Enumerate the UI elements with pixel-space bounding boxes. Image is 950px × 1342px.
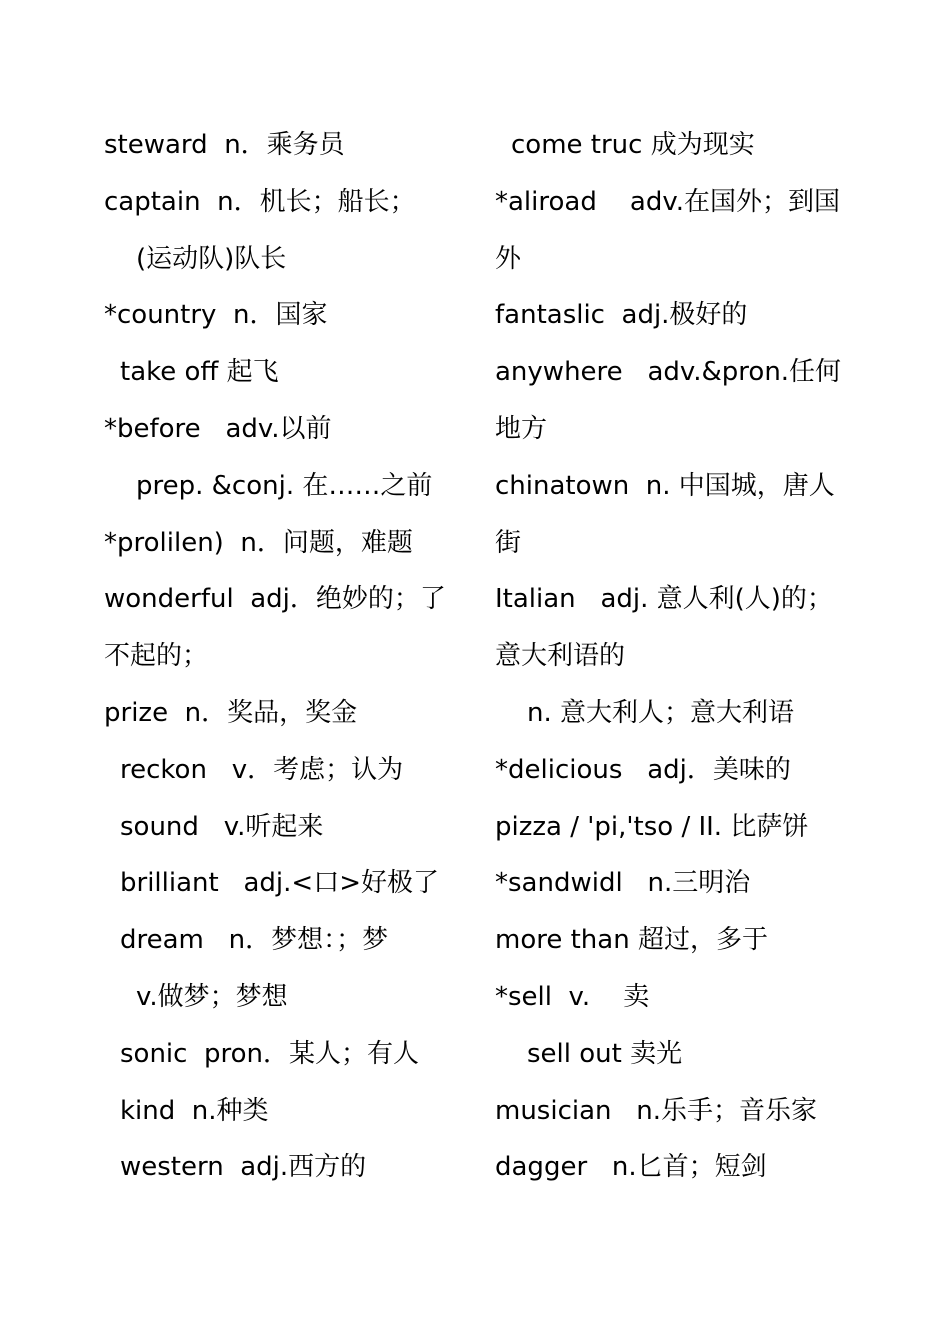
- vocab-line: fantaslic adj.极好的: [495, 300, 748, 331]
- vocab-line: sound v.听起来: [120, 811, 324, 842]
- vocab-line: anywhere adv.&pron.任何: [495, 357, 842, 388]
- vocab-line: (运动队)队长: [136, 243, 287, 274]
- vocab-line: brilliant adj.<口>好极了: [120, 868, 439, 899]
- vocab-line: v.做梦；梦想: [136, 981, 288, 1012]
- vocab-line: prep. &conj. 在……之前: [136, 470, 433, 501]
- vocab-line: prize n．奖品，奖金: [104, 697, 358, 728]
- vocab-line: wonderful adj．绝妙的；了: [104, 584, 446, 615]
- vocab-line: n. 意大利人；意大利语: [527, 697, 795, 728]
- vocab-line: kind n.种类: [120, 1095, 269, 1126]
- vocab-line: more than 超过，多于: [495, 925, 768, 956]
- vocab-line: *before adv.以前: [104, 413, 332, 444]
- vocab-column-right: [495, 117, 855, 1196]
- vocab-line: captain n．机长；船长；: [104, 186, 416, 217]
- vocab-line: 街: [495, 527, 522, 558]
- vocab-line: western adj.西方的: [120, 1152, 367, 1183]
- vocab-line: reckon v．考虑；认为: [120, 754, 404, 785]
- vocab-line: dagger n.匕首；短剑: [495, 1152, 767, 1183]
- vocab-line: *prolilen) n．问题，难题: [104, 527, 413, 558]
- vocab-line: chinatown n. 中国城，唐人: [495, 470, 835, 501]
- vocab-line: 外: [495, 243, 522, 274]
- vocab-line: *delicious adj．美味的: [495, 754, 791, 785]
- vocab-line: *aliroad adv.在国外；到国: [495, 186, 840, 217]
- vocab-line: musician n.乐手；音乐家: [495, 1095, 818, 1126]
- vocab-line: *sell v. 卖: [495, 981, 650, 1012]
- vocab-column-left: [104, 117, 469, 1196]
- vocab-line: take off 起飞: [120, 357, 279, 388]
- vocab-line: sell out 卖光: [527, 1038, 683, 1069]
- vocab-line: dream n．梦想：；梦: [120, 925, 389, 956]
- vocab-line: steward n．乘务员: [104, 130, 345, 160]
- vocab-line: 地方: [495, 413, 548, 444]
- vocab-line: pizza / 'pi,'tso / II. 比萨饼: [495, 811, 809, 842]
- vocab-line: *country n．国家: [104, 300, 328, 331]
- vocab-line: come truc 成为现实: [511, 130, 755, 160]
- vocab-line: *sandwidl n.三明治: [495, 868, 751, 899]
- vocab-line: sonic pron．某人；有人: [120, 1038, 419, 1069]
- vocab-line: 意大利语的: [495, 641, 626, 672]
- vocab-line: 不起的；: [104, 641, 209, 672]
- vocab-line: Italian adj. 意人利(人)的；: [495, 584, 833, 615]
